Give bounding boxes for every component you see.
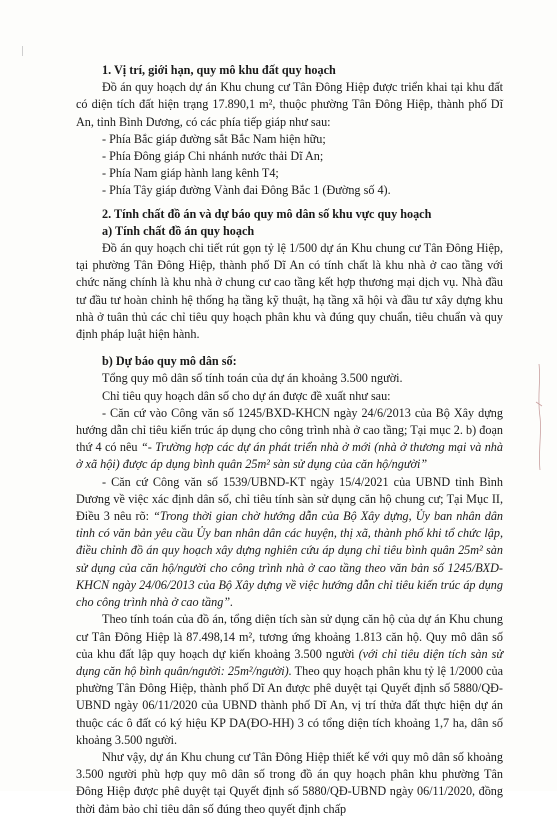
border-north: - Phía Bắc giáp đường sắt Bắc Nam hiện hữu;	[102, 131, 326, 146]
section-2b-calculation	[76, 611, 503, 749]
calc-text-b: Theo quy hoạch phân khu tỷ lệ 1/2000 của phường Tân Đông Hiệp, thành phố Dĩ An được phê duyệt tại Quyết định số 5880/QĐ-UBND ngày 06/11/2020 của UBND thành phố Dĩ An, vị trí thửa đất thực hiện dự án thuộc các ô đất có ký hiệu KP DA(ĐO-HH) 3 có tổng diện tích khoảng 1,7 ha, dân số khoảng 3.500 người.	[76, 663, 504, 747]
document-body	[76, 62, 503, 818]
section-2b-total: Tổng quy mô dân số tính toán của dự án khoảng 3.500 người.	[102, 371, 403, 386]
section-2b-heading: b) Dự báo quy mô dân số:	[102, 354, 237, 369]
section-1-intro: Đồ án quy hoạch dự án Khu chung cư Tân Đông Hiệp được triển khai tại khu đất có diện tích đất hiện trạng 17.890,1 m², thuộc phường Tân Đông Hiệp, thành phố Dĩ An, tỉnh Bình Dương, có các phía tiếp giáp như sau:	[76, 80, 503, 129]
section-2a-heading: a) Tính chất đồ án quy hoạch	[102, 223, 255, 238]
section-2b-criteria: Chỉ tiêu quy hoạch dân số cho dự án được đề xuất như sau:	[102, 388, 391, 403]
basis-1-text: - Căn cứ vào Công văn số 1245/BXD-KHCN ngày 24/6/2013 của Bộ Xây dựng hướng dẫn chỉ tiêu kiến trúc áp dụng cho công trình nhà ở cao tầng; Tại mục 2. b) đoạn thứ 4 có nêu	[76, 405, 503, 455]
calc-text-a: Theo tính toán của đồ án, tổng diện tích sàn sử dụng căn hộ của dự án Khu chung cư Tân Đông Hiệp là 87.498,14 m², tương ứng khoảng 1.813 căn hộ. Quy mô dân số của khu đất lập quy hoạch dự kiến khoảng 3.500 người	[76, 612, 503, 661]
section-1-heading: 1. Vị trí, giới hạn, quy mô khu đất quy hoạch	[102, 63, 336, 77]
basis-1-quote: “- Trường hợp các dự án phát triển nhà ở mới (nhà ở thương mại và nhà ở xã hội) được áp dụng bình quân 25m² sàn sử dụng của căn hộ/người”	[76, 440, 503, 472]
basis-2-quote: “Trong thời gian chờ hướng dẫn của Bộ Xây dựng, Ủy ban nhân dân tỉnh có văn bản yêu cầu Ủy ban nhân dân các huyện, thị xã, thành phố khi tổ chức lập, điều chỉnh đồ án quy hoạch xây dựng nghiên cứu áp dụng chỉ tiêu bình quân 25m² sàn sử dụng của căn hộ/người cho công trình nhà ở cao tầng theo văn bản số 1245/BXD-KHCN ngày 24/06/2013 của Bộ Xây dựng về việc hướng dẫn chỉ tiêu kiến trúc áp dụng cho công trình nhà ở cao tầng”.	[76, 509, 504, 610]
border-east: - Phía Đông giáp Chi nhánh nước thải Dĩ An;	[102, 149, 324, 164]
section-2b-basis-1	[76, 405, 503, 474]
section-2b-conclusion: Như vậy, dự án Khu chung cư Tân Đông Hiệp thiết kế với quy mô dân số khoảng 3.500 người phù hợp quy mô dân số trong đồ án quy hoạch phân khu phường Tân Đông Hiệp được phê duyệt tại Quyết định số 5880/QĐ-UBND ngày 06/11/2020, đồng thời đảm bảo chỉ tiêu dân số đúng theo quyết định chấp	[76, 749, 503, 816]
margin-handwriting-mark	[534, 362, 544, 472]
border-west: - Phía Tây giáp đường Vành đai Đông Bắc 1 (Đường số 4).	[102, 183, 391, 198]
section-2b-basis-2	[76, 474, 503, 612]
calc-note: (với chỉ tiêu diện tích sàn sử dụng căn hộ bình quân/người: 25m²/người).	[76, 646, 503, 678]
scan-mark	[22, 46, 23, 56]
border-south: - Phía Nam giáp hành lang kênh T4;	[102, 166, 279, 181]
basis-2-text: - Căn cứ Công văn số 1539/UBND-KT ngày 15/4/2021 của UBND tỉnh Bình Dương về việc xác định dân số, chỉ tiêu tính sàn sử dụng căn hộ chung cư; Tại Mục II, Điều 3 nêu rõ:	[76, 474, 503, 524]
section-2-heading: 2. Tính chất đồ án và dự báo quy mô dân số khu vực quy hoạch	[102, 206, 432, 221]
section-2a-text: Đồ án quy hoạch chi tiết rút gọn tỷ lệ 1/500 dự án Khu chung cư Tân Đông Hiệp, tại phường Tân Đông Hiệp, thành phố Dĩ An có tính chất là khu nhà ở cao tầng với chức năng chính là khu nhà ở chung cư cao tầng kết hợp thương mại dịch vụ. Nhà đầu tư đầu tư hoàn chỉnh hệ thống hạ tầng kỹ thuật, hạ tầng xã hội và đầu tư xây dựng khu nhà ở tuân thủ các chỉ tiêu quy hoạch phân khu và đúng quy chuẩn, tiêu chuẩn và quy định pháp luật hiện hành.	[76, 241, 503, 342]
